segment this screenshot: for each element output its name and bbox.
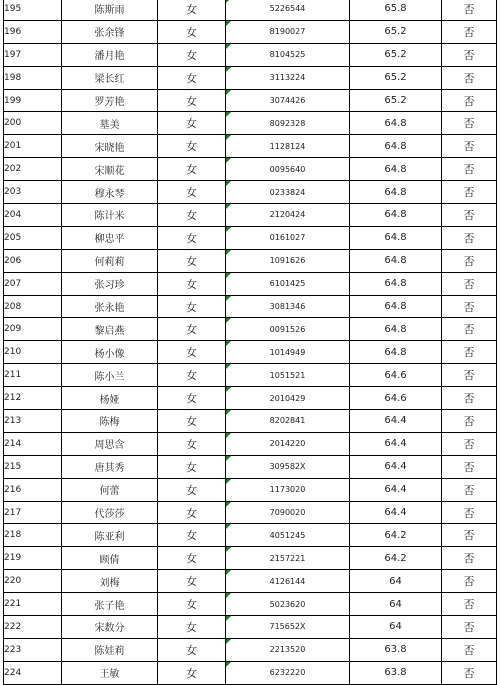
flag-cell[interactable]: 否 [442, 249, 497, 272]
name-cell[interactable]: 刘梅 [62, 570, 158, 593]
gender-cell[interactable]: 女 [158, 20, 226, 43]
flag-cell[interactable]: 否 [442, 295, 497, 318]
gender-cell[interactable]: 女 [158, 570, 226, 593]
score-cell[interactable]: 65.2 [350, 20, 442, 43]
table-row [4, 616, 497, 639]
score-cell[interactable]: 64.4 [350, 455, 442, 478]
flag-cell[interactable]: 否 [442, 364, 497, 387]
flag-cell[interactable]: 否 [442, 89, 497, 112]
gender-cell[interactable]: 女 [158, 226, 226, 249]
name-cell[interactable]: 何蕾 [62, 478, 158, 501]
name-cell[interactable]: 张子艳 [62, 593, 158, 616]
gender-cell[interactable]: 女 [158, 135, 226, 158]
row-number-cell[interactable]: 220 [4, 570, 62, 593]
table-row [4, 43, 497, 66]
id-cell[interactable]: 3074426 [226, 89, 350, 112]
id-cell[interactable]: 8092328 [226, 112, 350, 135]
gender-cell[interactable]: 女 [158, 638, 226, 661]
flag-cell[interactable]: 否 [442, 181, 497, 204]
row-number-cell[interactable]: 202 [4, 158, 62, 181]
score-cell[interactable]: 64.8 [350, 272, 442, 295]
score-cell[interactable]: 64.8 [350, 249, 442, 272]
flag-cell[interactable]: 否 [442, 410, 497, 433]
row-number-cell[interactable]: 213 [4, 410, 62, 433]
flag-cell[interactable]: 否 [442, 272, 497, 295]
score-cell[interactable]: 64.8 [350, 181, 442, 204]
flag-cell[interactable]: 否 [442, 204, 497, 227]
table-row [4, 410, 497, 433]
score-cell[interactable]: 64 [350, 570, 442, 593]
gender-cell[interactable]: 女 [158, 616, 226, 639]
score-cell[interactable]: 64 [350, 593, 442, 616]
score-cell[interactable]: 64 [350, 616, 442, 639]
score-cell[interactable]: 64.8 [350, 226, 442, 249]
flag-cell[interactable]: 否 [442, 432, 497, 455]
score-cell[interactable]: 64.8 [350, 158, 442, 181]
name-cell[interactable]: 潘月艳 [62, 43, 158, 66]
row-number-cell[interactable]: 219 [4, 547, 62, 570]
score-cell[interactable]: 64.8 [350, 318, 442, 341]
id-cell[interactable]: 4051245 [226, 524, 350, 547]
flag-cell[interactable]: 否 [442, 547, 497, 570]
name-cell[interactable]: 墓美 [62, 112, 158, 135]
table-row [4, 364, 497, 387]
gender-cell[interactable]: 女 [158, 501, 226, 524]
table-row [4, 272, 497, 295]
table-body [4, 0, 497, 684]
row-number-cell[interactable]: 195 [4, 0, 62, 20]
name-cell[interactable]: 张习珍 [62, 272, 158, 295]
flag-cell[interactable]: 否 [442, 570, 497, 593]
score-cell[interactable]: 65.2 [350, 43, 442, 66]
score-cell[interactable]: 63.8 [350, 661, 442, 684]
table-row [4, 661, 497, 684]
row-number-cell[interactable]: 199 [4, 89, 62, 112]
name-cell[interactable]: 周思含 [62, 432, 158, 455]
id-cell[interactable]: 5226544 [226, 0, 350, 20]
flag-cell[interactable]: 否 [442, 616, 497, 639]
flag-cell[interactable]: 否 [442, 158, 497, 181]
name-cell[interactable]: 唐其秀 [62, 455, 158, 478]
table-row [4, 387, 497, 410]
id-cell[interactable]: 2120424 [226, 204, 350, 227]
gender-cell[interactable]: 女 [158, 295, 226, 318]
gender-cell[interactable]: 女 [158, 410, 226, 433]
row-number-cell[interactable]: 210 [4, 341, 62, 364]
row-number-cell[interactable]: 222 [4, 616, 62, 639]
id-cell[interactable]: 1014949 [226, 341, 350, 364]
name-cell[interactable]: 陈小兰 [62, 364, 158, 387]
id-cell[interactable]: 2157221 [226, 547, 350, 570]
row-number-cell[interactable]: 200 [4, 112, 62, 135]
flag-cell[interactable]: 否 [442, 638, 497, 661]
id-cell[interactable]: 7090020 [226, 501, 350, 524]
gender-cell[interactable]: 女 [158, 547, 226, 570]
gender-cell[interactable]: 女 [158, 364, 226, 387]
table-row [4, 524, 497, 547]
table-row [4, 570, 497, 593]
score-cell[interactable]: 64.8 [350, 295, 442, 318]
row-number-cell[interactable]: 214 [4, 432, 62, 455]
name-cell[interactable]: 何莉莉 [62, 249, 158, 272]
table-row [4, 593, 497, 616]
table-row [4, 158, 497, 181]
table-row [4, 112, 497, 135]
row-number-cell[interactable]: 224 [4, 661, 62, 684]
gender-cell[interactable]: 女 [158, 181, 226, 204]
name-cell[interactable]: 穆永琴 [62, 181, 158, 204]
name-cell[interactable]: 陈梅 [62, 410, 158, 433]
gender-cell[interactable]: 女 [158, 593, 226, 616]
name-cell[interactable]: 宋数分 [62, 616, 158, 639]
name-cell[interactable]: 宋晓艳 [62, 135, 158, 158]
row-number-cell[interactable]: 201 [4, 135, 62, 158]
id-cell[interactable]: 1051521 [226, 364, 350, 387]
flag-cell[interactable]: 否 [442, 0, 497, 20]
id-cell[interactable]: 1128124 [226, 135, 350, 158]
table-row [4, 638, 497, 661]
score-cell[interactable]: 64.8 [350, 112, 442, 135]
score-cell[interactable]: 64.6 [350, 364, 442, 387]
score-cell[interactable]: 65.2 [350, 89, 442, 112]
table-row [4, 249, 497, 272]
flag-cell[interactable]: 否 [442, 501, 497, 524]
name-cell[interactable]: 梁长红 [62, 66, 158, 89]
score-cell[interactable]: 64.2 [350, 547, 442, 570]
id-cell[interactable]: 5023620 [226, 593, 350, 616]
id-cell[interactable]: 0095640 [226, 158, 350, 181]
table-row [4, 455, 497, 478]
id-cell[interactable]: 309582X [226, 455, 350, 478]
gender-cell[interactable]: 女 [158, 341, 226, 364]
row-number-cell[interactable]: 212 [4, 387, 62, 410]
gender-cell[interactable]: 女 [158, 0, 226, 20]
gender-cell[interactable]: 女 [158, 43, 226, 66]
table-row [4, 135, 497, 158]
table-row [4, 501, 497, 524]
score-cell[interactable]: 64.8 [350, 135, 442, 158]
table-row [4, 0, 497, 20]
id-cell[interactable]: 2014220 [226, 432, 350, 455]
score-cell[interactable]: 64.4 [350, 432, 442, 455]
name-cell[interactable]: 顾倩 [62, 547, 158, 570]
id-cell[interactable]: 6232220 [226, 661, 350, 684]
id-cell[interactable]: 8104525 [226, 43, 350, 66]
table-row [4, 20, 497, 43]
id-cell[interactable]: 8190027 [226, 20, 350, 43]
flag-cell[interactable]: 否 [442, 524, 497, 547]
score-cell[interactable]: 64.4 [350, 501, 442, 524]
score-cell[interactable]: 64.4 [350, 478, 442, 501]
table-row [4, 295, 497, 318]
flag-cell[interactable]: 否 [442, 226, 497, 249]
table-row [4, 547, 497, 570]
row-number-cell[interactable]: 217 [4, 501, 62, 524]
row-number-cell[interactable]: 198 [4, 66, 62, 89]
row-number-cell[interactable]: 206 [4, 249, 62, 272]
flag-cell[interactable]: 否 [442, 661, 497, 684]
row-number-cell[interactable]: 196 [4, 20, 62, 43]
flag-cell[interactable]: 否 [442, 478, 497, 501]
gender-cell[interactable]: 女 [158, 89, 226, 112]
id-cell[interactable]: 1173020 [226, 478, 350, 501]
row-number-cell[interactable]: 205 [4, 226, 62, 249]
gender-cell[interactable]: 女 [158, 661, 226, 684]
name-cell[interactable]: 王敏 [62, 661, 158, 684]
id-cell[interactable]: 0091526 [226, 318, 350, 341]
score-cell[interactable]: 64.6 [350, 387, 442, 410]
row-number-cell[interactable]: 203 [4, 181, 62, 204]
gender-cell[interactable]: 女 [158, 318, 226, 341]
flag-cell[interactable]: 否 [442, 341, 497, 364]
id-cell[interactable]: 8202841 [226, 410, 350, 433]
score-cell[interactable]: 64.8 [350, 341, 442, 364]
id-cell[interactable]: 0233824 [226, 181, 350, 204]
name-cell[interactable]: 柳忠平 [62, 226, 158, 249]
id-cell[interactable]: 3113224 [226, 66, 350, 89]
id-cell[interactable]: 4126144 [226, 570, 350, 593]
table-row [4, 66, 497, 89]
score-cell[interactable]: 64.4 [350, 410, 442, 433]
gender-cell[interactable]: 女 [158, 204, 226, 227]
flag-cell[interactable]: 否 [442, 318, 497, 341]
table-row [4, 341, 497, 364]
flag-cell[interactable]: 否 [442, 20, 497, 43]
flag-cell[interactable]: 否 [442, 455, 497, 478]
row-number-cell[interactable]: 211 [4, 364, 62, 387]
name-cell[interactable]: 宋顺花 [62, 158, 158, 181]
gender-cell[interactable]: 女 [158, 387, 226, 410]
gender-cell[interactable]: 女 [158, 524, 226, 547]
gender-cell[interactable]: 女 [158, 432, 226, 455]
row-number-cell[interactable]: 204 [4, 204, 62, 227]
name-cell[interactable]: 陈计米 [62, 204, 158, 227]
table-row [4, 204, 497, 227]
name-cell[interactable]: 黎启燕 [62, 318, 158, 341]
id-cell[interactable]: 6101425 [226, 272, 350, 295]
name-cell[interactable]: 陈亚利 [62, 524, 158, 547]
score-cell[interactable]: 65.2 [350, 66, 442, 89]
row-number-cell[interactable]: 221 [4, 593, 62, 616]
row-number-cell[interactable]: 197 [4, 43, 62, 66]
table-row [4, 432, 497, 455]
flag-cell[interactable]: 否 [442, 387, 497, 410]
name-cell[interactable]: 罗芳艳 [62, 89, 158, 112]
table-row [4, 89, 497, 112]
flag-cell[interactable]: 否 [442, 66, 497, 89]
gender-cell[interactable]: 女 [158, 455, 226, 478]
table-row [4, 226, 497, 249]
gender-cell[interactable]: 女 [158, 272, 226, 295]
row-number-cell[interactable]: 216 [4, 478, 62, 501]
name-cell[interactable]: 杨娅 [62, 387, 158, 410]
name-cell[interactable]: 张永艳 [62, 295, 158, 318]
id-cell[interactable]: 1091626 [226, 249, 350, 272]
flag-cell[interactable]: 否 [442, 112, 497, 135]
name-cell[interactable]: 张余锋 [62, 20, 158, 43]
table-row [4, 181, 497, 204]
score-cell[interactable]: 65.8 [350, 0, 442, 20]
flag-cell[interactable]: 否 [442, 43, 497, 66]
id-cell[interactable]: 715652X [226, 616, 350, 639]
flag-cell[interactable]: 否 [442, 135, 497, 158]
score-cell[interactable]: 63.8 [350, 638, 442, 661]
row-number-cell[interactable]: 208 [4, 295, 62, 318]
gender-cell[interactable]: 女 [158, 249, 226, 272]
row-number-cell[interactable]: 207 [4, 272, 62, 295]
score-cell[interactable]: 64.2 [350, 524, 442, 547]
results-table [3, 0, 497, 685]
table-row [4, 478, 497, 501]
row-number-cell[interactable]: 218 [4, 524, 62, 547]
id-cell[interactable]: 3081346 [226, 295, 350, 318]
row-number-cell[interactable]: 223 [4, 638, 62, 661]
flag-cell[interactable]: 否 [442, 593, 497, 616]
row-number-cell[interactable]: 215 [4, 455, 62, 478]
gender-cell[interactable]: 女 [158, 158, 226, 181]
gender-cell[interactable]: 女 [158, 112, 226, 135]
name-cell[interactable]: 陈娃莉 [62, 638, 158, 661]
gender-cell[interactable]: 女 [158, 66, 226, 89]
table-row [4, 318, 497, 341]
gender-cell[interactable]: 女 [158, 478, 226, 501]
name-cell[interactable]: 杨小像 [62, 341, 158, 364]
name-cell[interactable]: 代莎莎 [62, 501, 158, 524]
name-cell[interactable]: 陈斯雨 [62, 0, 158, 20]
row-number-cell[interactable]: 209 [4, 318, 62, 341]
id-cell[interactable]: 2213520 [226, 638, 350, 661]
id-cell[interactable]: 2010429 [226, 387, 350, 410]
id-cell[interactable]: 0161027 [226, 226, 350, 249]
score-cell[interactable]: 64.8 [350, 204, 442, 227]
